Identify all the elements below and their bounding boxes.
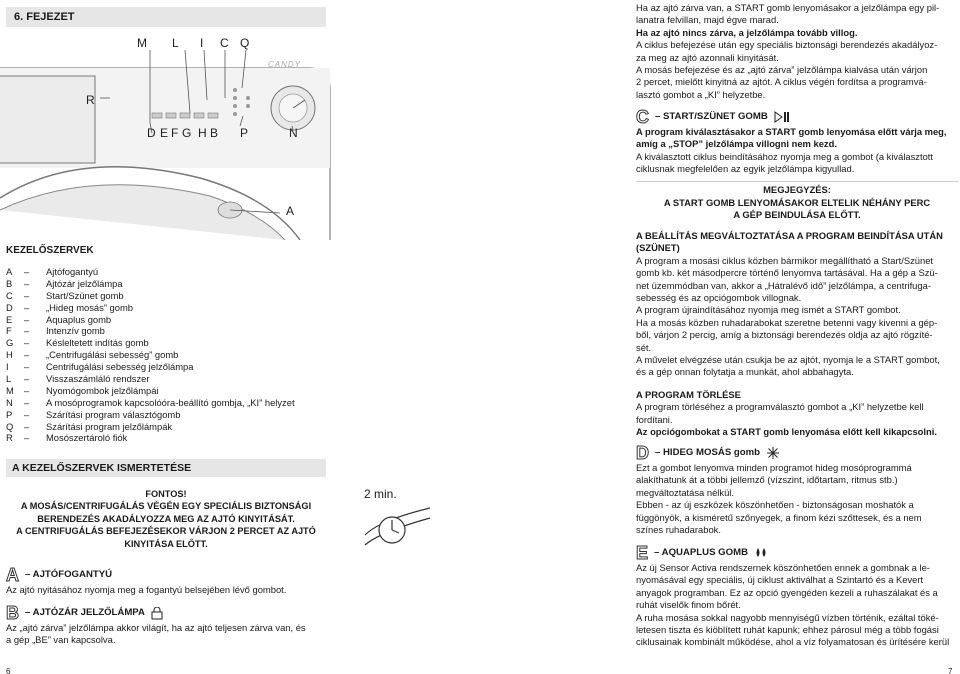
- item-e-title: – AQUAPLUS GOMB: [654, 546, 749, 558]
- text-line: Ha az ajtó nincs zárva, a jelzőlámpa tovább villog.: [636, 26, 858, 38]
- control-description: Intenzív gomb: [46, 325, 105, 337]
- description-title: A KEZELŐSZERVEK ISMERTETÉSE: [6, 459, 326, 477]
- control-list-item: [6, 290, 346, 302]
- control-dash: –: [24, 337, 30, 349]
- control-list-item: [6, 432, 346, 444]
- label-a: A: [286, 204, 295, 218]
- control-dash: –: [24, 408, 30, 420]
- text-line: Ha a mosás közben ruhadarabokat szeretne betenni vagy kivenni a gép-: [636, 316, 938, 328]
- control-dash: –: [24, 432, 30, 444]
- clock-label: 2 min.: [364, 487, 397, 501]
- control-dash: –: [24, 349, 30, 361]
- text-line: színes ruhadarabok.: [636, 524, 721, 536]
- letter-d-icon: D: [636, 443, 649, 463]
- control-letter: D: [6, 301, 13, 313]
- control-list-item: [6, 266, 346, 278]
- label-g: G: [182, 126, 192, 140]
- control-list-item: [6, 337, 346, 349]
- text-line: A program a mosási ciklus közben bármikor megállítható a Start/Szünet: [636, 254, 934, 266]
- label-n: N: [289, 126, 298, 140]
- note-heading: MEGJEGYZÉS:: [763, 184, 831, 195]
- text-line: lasztó gombot a „KI” helyzetbe.: [636, 88, 766, 100]
- control-letter: R: [6, 432, 13, 444]
- note-box: [636, 181, 958, 222]
- control-list-item: [6, 373, 346, 385]
- item-a: [6, 566, 336, 596]
- text-line: za meg az ajtó azonnali kinyitását.: [636, 51, 779, 63]
- control-letter: M: [6, 384, 14, 396]
- control-dash: –: [24, 289, 30, 301]
- text-line: letesen tiszta és kiöblített ruhát kapunk; ehhez párosul még a több fogási: [636, 624, 939, 636]
- text-line: ciklusnak megfelelően az egyik jelzőlámpa kigyullad.: [636, 163, 855, 175]
- play-pause-icon: [774, 111, 790, 123]
- control-list-item: [6, 385, 346, 397]
- label-d: D: [147, 126, 156, 140]
- item-c: [636, 108, 958, 176]
- text-line: Ebben - az új eszközek köszönhetően - biztonságosan moshatók a: [636, 499, 914, 511]
- control-letter: H: [6, 349, 13, 361]
- important-line: A MOSÁS/CENTRIFUGÁLÁS VÉGÉN EGY SPECIÁLIS BIZTONSÁGI: [20, 501, 312, 512]
- note-line: A GÉP BEINDULÁSA ELŐTT.: [733, 209, 861, 221]
- control-description: Szárítási program jelzőlámpák: [46, 420, 173, 432]
- control-letter: Q: [6, 420, 14, 432]
- item-b-text: Az „ajtó zárva” jelzőlámpa akkor világít, ha az ajtó teljesen zárva van, és: [6, 622, 306, 633]
- text-line: nyomásával egy speciális, új ciklust aktiválhat a Szintartó és a Kevert: [636, 574, 924, 586]
- control-dash: –: [24, 325, 30, 337]
- controls-title: KEZELŐSZERVEK: [6, 245, 94, 256]
- label-f: F: [171, 126, 179, 140]
- text-line: alakíthatunk át a többi jellemző (vízszint, időtartam, ritmus stb.): [636, 474, 898, 486]
- brand-logo: CANDY: [268, 60, 302, 69]
- control-description: Aquaplus gomb: [46, 313, 112, 325]
- control-description: Mosószertároló fiók: [46, 432, 128, 444]
- text-line: A ruha mosása sokkal nagyobb mennyiségű vízben történik, ezáltal töké-: [636, 611, 939, 623]
- label-h: H: [198, 126, 207, 140]
- control-letter: F: [6, 325, 12, 337]
- control-description: Késleltetett indítás gomb: [46, 337, 149, 349]
- control-dash: –: [24, 266, 30, 277]
- text-line: amíg a „STOP” jelzőlámpa villogni nem kezd.: [636, 138, 837, 150]
- control-dash: –: [24, 396, 30, 408]
- item-b-title: – AJTÓZÁR JELZŐLÁMPA: [25, 606, 145, 618]
- text-line: A művelet elvégzése után csukja be az ajtót, nyomja le a START gombot,: [636, 354, 940, 366]
- letter-b-icon: B: [6, 603, 19, 623]
- letter-a-icon: A: [6, 565, 19, 585]
- text-line: Az új Sensor Activa rendszernek köszönhetően ennek a gombnak a le-: [636, 562, 930, 573]
- label-b: B: [210, 126, 219, 140]
- controls-list: [6, 266, 346, 444]
- control-dash: –: [24, 384, 30, 396]
- pause-section: [636, 230, 958, 379]
- control-letter: L: [6, 373, 12, 385]
- lock-icon: [151, 607, 163, 620]
- important-line: A CENTRIFUGÁLÁS BEFEJEZÉSEKOR VÁRJON 2 PERCET AZ AJTÓ: [16, 526, 316, 537]
- page-number-right: 7: [948, 667, 953, 674]
- text-line: A ciklus befejezése után egy speciális biztonsági berendezés akadályoz-: [636, 39, 938, 51]
- text-line: függönyök, a kisméretű szőnyegek, a finom kézi szőttesek, és a nem: [636, 511, 922, 523]
- item-d-title: – HIDEG MOSÁS gomb: [655, 446, 761, 458]
- control-dash: –: [24, 361, 30, 373]
- text-line: A program újraindításához nyomja meg ismét a START gombot.: [636, 304, 901, 316]
- control-description: Szárítási program választógomb: [46, 408, 181, 420]
- text-line: gomb kb. két másodpercre történő lenyomva tartásával. Ha a gép a Szü-: [636, 267, 938, 279]
- text-line: Az opciógombokat a START gomb lenyomása előtt kell kikapcsolni.: [636, 426, 937, 438]
- text-line: lanatra felvillan, majd égve marad.: [636, 14, 779, 26]
- control-list-item: [6, 421, 346, 433]
- text-line: 2 percet, mielőtt kinyitná az ajtót. A ciklus végén fordítsa a programvá-: [636, 76, 927, 88]
- control-description: Ajtófogantyú: [46, 266, 99, 277]
- control-description: „Centrifugálási sebesség” gomb: [46, 349, 179, 361]
- control-list-item: [6, 302, 346, 314]
- control-list-item: [6, 325, 346, 337]
- control-letter: A: [6, 266, 13, 277]
- control-list-item: [6, 278, 346, 290]
- control-letter: G: [6, 337, 14, 349]
- item-c-title: – START/SZÜNET GOMB: [655, 110, 768, 122]
- snowflake-icon: [766, 446, 780, 460]
- important-heading: FONTOS!: [145, 489, 187, 499]
- control-list-item: [6, 361, 346, 373]
- control-dash: –: [24, 313, 30, 325]
- control-description: A mosóprogramok kapcsolóóra-beállító gombja, „KI” helyzet: [46, 396, 295, 408]
- control-list-item: [6, 349, 346, 361]
- pause-heading: A BEÁLLÍTÁS MEGVÁLTOZTATÁSA A PROGRAM BEINDÍTÁSA UTÁN: [636, 230, 943, 241]
- label-i: I: [200, 36, 204, 50]
- item-a-title: – AJTÓFOGANTYÚ: [25, 568, 113, 580]
- text-line: A program kiválasztásakor a START gomb lenyomása előtt várja meg,: [636, 126, 947, 137]
- text-line: és a gép onnan folytatja a munkát, ahol abbahagyta.: [636, 366, 854, 378]
- note-line: A START GOMB LENYOMÁSAKOR ELTELIK NÉHÁNY PERC: [663, 196, 931, 208]
- text-line: megváltoztatása nélkül.: [636, 486, 734, 498]
- control-description: Visszaszámláló rendszer: [46, 373, 150, 385]
- control-list-item: [6, 314, 346, 326]
- label-r: R: [86, 93, 95, 107]
- item-a-text: Az ajtó nyitásához nyomja meg a fogantyú belsejében lévő gombot.: [6, 584, 287, 595]
- page-number-left: 6: [6, 667, 11, 674]
- text-line: A kiválasztott ciklus beindításához nyomja meg a gombot (a kiválasztott: [636, 150, 934, 162]
- text-line: ből, várjon 2 percig, amíg a biztonsági berendezés oldja az ajtó rögzíté-: [636, 329, 933, 341]
- control-letter: N: [6, 396, 13, 408]
- control-description: Nyomógombok jelzőlámpái: [46, 384, 159, 396]
- section-title: 6. FEJEZET: [6, 7, 326, 27]
- control-description: Ajtózár jelzőlámpa: [46, 277, 123, 289]
- control-dash: –: [24, 301, 30, 313]
- label-q: Q: [240, 36, 250, 50]
- text-line: ciklusainak kombinált működése, ahol a víz folyamatosan és ürítésére kerül: [636, 636, 950, 648]
- important-line: KINYITÁSA ELŐTT.: [124, 538, 208, 549]
- text-line: net üzemmódban van, akkor a „Hátralévő idő” jelzőlámpa, a centrifuga-: [636, 279, 931, 291]
- pause-heading: (SZÜNET): [636, 242, 680, 254]
- control-letter: B: [6, 277, 13, 289]
- control-letter: I: [6, 361, 9, 373]
- important-line: BERENDEZÉS AKADÁLYOZZA MEG AZ AJTÓ KINYITÁSÁT.: [37, 513, 295, 524]
- control-description: „Hideg mosás” gomb: [46, 301, 134, 313]
- control-dash: –: [24, 277, 30, 289]
- control-panel-diagram: [0, 28, 350, 240]
- text-line: A mosás befejezése és az „ajtó zárva” jelzőlámpa kialvása után várjon: [636, 64, 928, 76]
- control-list-item: [6, 409, 346, 421]
- text-line: ruhát viselők finom bőrét.: [636, 599, 741, 611]
- text-line: Ezt a gombot lenyomva minden programot hideg mosóprogrammá: [636, 462, 912, 473]
- label-p: P: [240, 126, 249, 140]
- letter-c-icon: C: [636, 107, 649, 127]
- control-letter: C: [6, 289, 13, 301]
- control-list-item: [6, 397, 346, 409]
- text-line: sebesség és az opciógombok villognak.: [636, 292, 802, 304]
- text-line: sét.: [636, 341, 652, 353]
- door-lock-info: [636, 2, 958, 101]
- item-d: [636, 444, 958, 536]
- letter-e-icon: E: [636, 543, 649, 563]
- label-l: L: [172, 36, 179, 50]
- control-letter: P: [6, 408, 13, 420]
- control-letter: E: [6, 313, 13, 325]
- text-line: fordítani.: [636, 413, 673, 425]
- text-line: A program törléséhez a programválasztó gombot a „KI” helyzetbe kell: [636, 401, 924, 413]
- control-dash: –: [24, 373, 30, 385]
- clock-icon: [360, 500, 435, 560]
- cancel-section: [636, 389, 958, 439]
- text-line: anyagok programban. Ez az opció gyengéden kezeli a ruhaszálakat és a: [636, 586, 938, 598]
- text-line: Ha az ajtó zárva van, a START gomb lenyomásakor a jelzőlámpa egy pil-: [636, 2, 940, 13]
- item-e: [636, 544, 958, 649]
- item-b-text: a gép „BE” van kapcsolva.: [6, 634, 116, 646]
- item-b: [6, 604, 336, 647]
- water-drops-icon: [754, 547, 768, 559]
- label-c: C: [220, 36, 229, 50]
- control-description: Start/Szünet gomb: [46, 289, 124, 301]
- control-description: Centrifugálási sebesség jelzőlámpa: [46, 361, 194, 373]
- cancel-heading: A PROGRAM TÖRLÉSE: [636, 389, 741, 400]
- label-m: M: [137, 36, 147, 50]
- important-notice: [6, 488, 326, 550]
- label-e: E: [160, 126, 169, 140]
- control-dash: –: [24, 420, 30, 432]
